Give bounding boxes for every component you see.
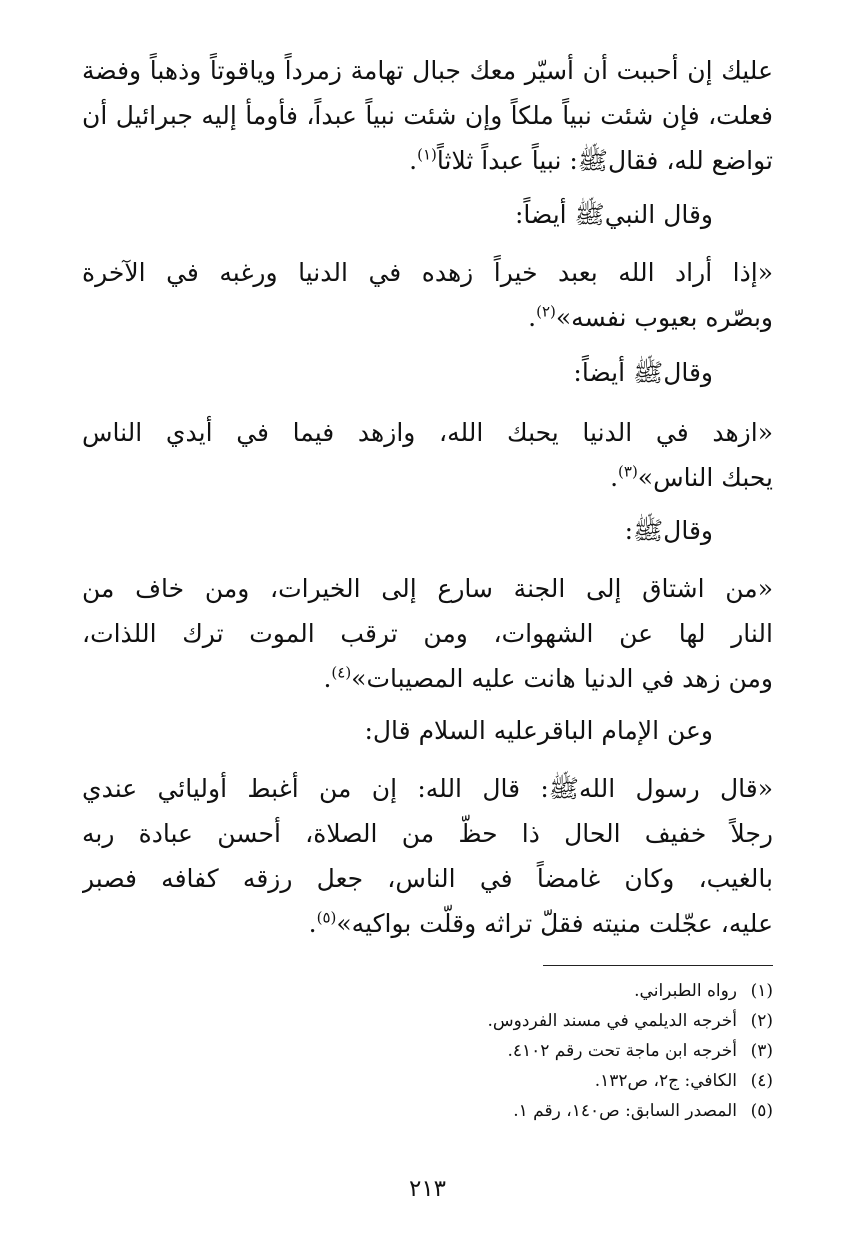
footnote-ref: (١) (417, 145, 437, 164)
footnote-text: أخرجه ابن ماجة تحت رقم ٤١٠٢. (507, 1041, 737, 1061)
text-line: «من اشتاق إلى الجنة سارع إلى الخيرات، ومن خاف من (82, 574, 773, 603)
hadith-quote (82, 410, 773, 500)
section-intro: وقال النبيﷺ أيضاً: (514, 200, 713, 229)
footnote (488, 1006, 773, 1036)
footnote-divider (543, 965, 773, 966)
paragraph-hadith-intro (82, 48, 773, 183)
text-line: بالغيب، وكان غامضاً في الناس، جعل رزقه كفافه فصبر (82, 864, 773, 893)
hadith-quote (82, 566, 773, 701)
hadith-quote (82, 766, 773, 946)
text-line (82, 455, 773, 500)
footnote-number: (١) (750, 981, 773, 1001)
footnote-number: (٥) (750, 1101, 773, 1121)
footnotes (488, 976, 773, 1126)
footnote (488, 1066, 773, 1096)
footnote (488, 1096, 773, 1126)
line-end-mark: . (528, 303, 537, 332)
footnote-text: أخرجه الديلمي في مسند الفردوس. (487, 1011, 737, 1031)
text-line-content: تواضع لله، فقالﷺ: نبياً عبداً ثلاثاً (436, 146, 773, 175)
line-end-mark: . (610, 463, 619, 492)
text-line-content: يحبك الناس» (637, 463, 773, 492)
text-line (82, 138, 773, 183)
footnote-text: الكافي: ج٢، ص١٣٢. (594, 1071, 737, 1091)
line-end-mark: . (409, 146, 418, 175)
footnote-text: رواه الطبراني. (634, 981, 737, 1001)
footnote-number: (٤) (750, 1071, 773, 1091)
line-end-mark: . (308, 909, 317, 938)
text-line: «إذا أراد الله بعبد خيراً زهده في الدنيا ورغبه في الآخرة (82, 258, 773, 287)
text-line-content: ومن زهد في الدنيا هانت عليه المصيبات» (351, 664, 773, 693)
footnote (488, 976, 773, 1006)
text-line: «قال رسول اللهﷺ: قال الله: إن من أغبط أوليائي عندي (82, 774, 773, 803)
text-line: عليك إن أحببت أن أسيّر معك جبال تهامة زمرداً وياقوتاً وذهباً وفضة (82, 56, 773, 85)
text-line: رجلاً خفيف الحال ذا حظّ من الصلاة، أحسن عبادة ربه (82, 819, 773, 848)
page-number: ٢١٣ (408, 1176, 447, 1202)
text-line: فعلت، فإن شئت نبياً ملكاً وإن شئت نبياً عبداً، فأومأ إليه جبرائيل أن (82, 101, 773, 130)
text-line-content: عليه، عجّلت منيته فقلّ تراثه وقلّت بواكيه» (336, 909, 773, 938)
text-line: «ازهد في الدنيا يحبك الله، وازهد فيما في أيدي الناس (82, 418, 773, 447)
section-intro: وقالﷺ: (624, 516, 713, 545)
footnote-number: (٣) (750, 1041, 773, 1061)
hadith-quote (82, 250, 773, 340)
section-intro: وعن الإمام الباقرعليه السلام قال: (364, 716, 713, 745)
footnote-number: (٢) (750, 1011, 773, 1031)
footnote-ref: (٤) (331, 663, 352, 682)
text-line: النار لها عن الشهوات، ومن ترقب الموت ترك اللذات، (82, 619, 773, 648)
text-line-content: وبصّره بعيوب نفسه» (555, 303, 773, 332)
footnote-ref: (٣) (618, 462, 638, 481)
footnote-ref: (٥) (316, 908, 337, 927)
footnote-ref: (٢) (536, 302, 556, 321)
text-line (82, 295, 773, 340)
line-end-mark: . (323, 664, 332, 693)
footnote-text: المصدر السابق: ص١٤٠، رقم ١. (513, 1101, 737, 1121)
footnote (488, 1036, 773, 1066)
text-line (82, 656, 773, 701)
section-intro: وقالﷺ أيضاً: (573, 358, 713, 387)
text-line (82, 901, 773, 946)
